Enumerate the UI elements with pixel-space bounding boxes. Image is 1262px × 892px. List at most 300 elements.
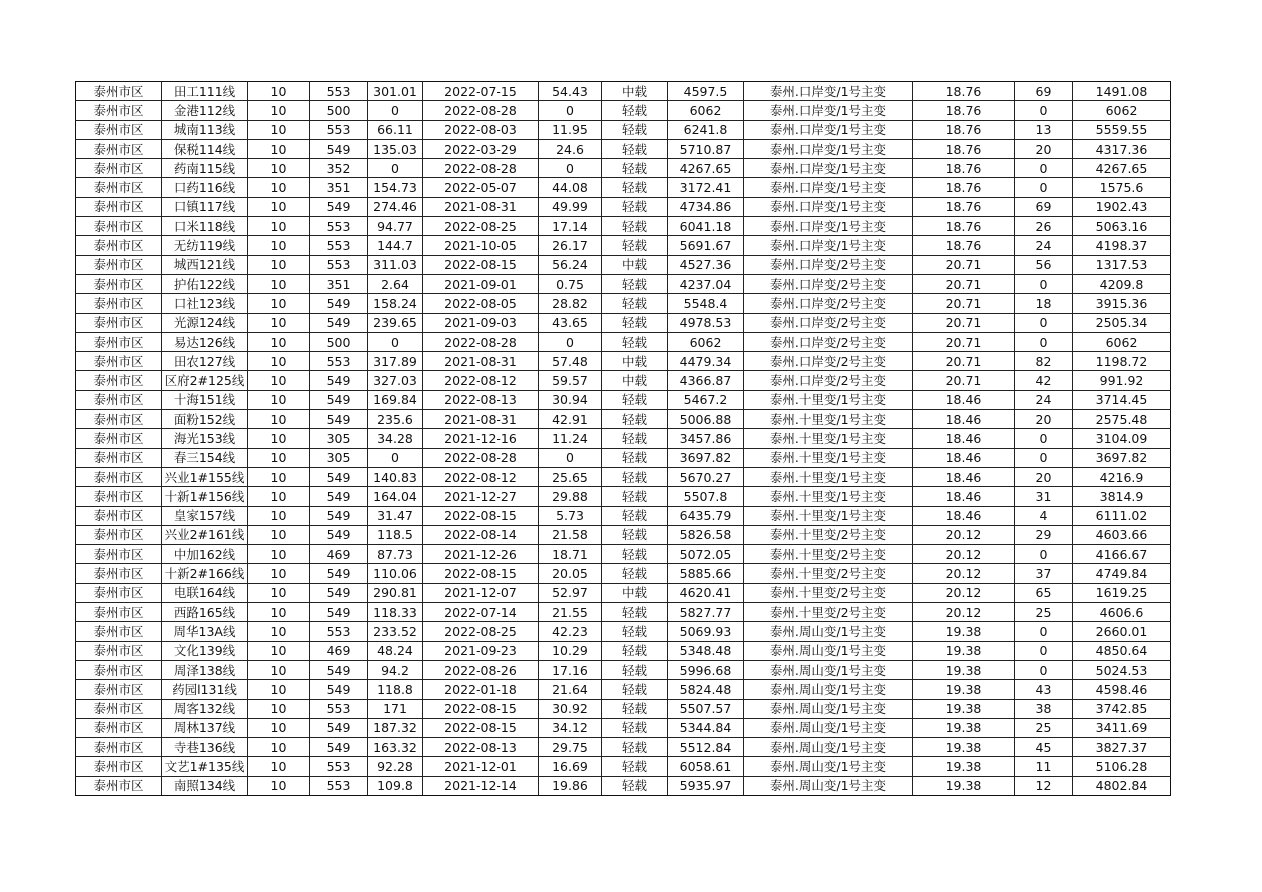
transformer-load-cell: 19.38: [913, 622, 1015, 641]
load-status-cell: 轻载: [602, 332, 668, 351]
date-cell: 2022-07-14: [423, 603, 539, 622]
voltage-cell: 10: [248, 776, 310, 795]
date-cell: 2022-08-25: [423, 217, 539, 236]
date-cell: 2022-08-28: [423, 101, 539, 120]
table-row: [76, 448, 1171, 467]
load-rate-cell: 59.57: [539, 371, 602, 390]
district-cell: 泰州市区: [76, 101, 162, 120]
remaining-capacity-cell: 6111.02: [1073, 506, 1171, 525]
table-row: [76, 197, 1171, 216]
max-load-cell: 327.03: [368, 371, 423, 390]
max-load-cell: 154.73: [368, 178, 423, 197]
remaining-capacity-cell: 2660.01: [1073, 622, 1171, 641]
available-capacity-cell: 3457.86: [668, 429, 744, 448]
date-cell: 2021-09-23: [423, 641, 539, 660]
remaining-capacity-cell: 4267.65: [1073, 159, 1171, 178]
table-row: [76, 294, 1171, 313]
capacity-cell: 549: [310, 294, 368, 313]
table-row: [76, 82, 1171, 101]
max-load-cell: 135.03: [368, 139, 423, 158]
available-capacity-cell: 5935.97: [668, 776, 744, 795]
load-status-cell: 轻载: [602, 660, 668, 679]
transformer-load-cell: 19.38: [913, 641, 1015, 660]
count-cell: 56: [1015, 255, 1073, 274]
transformer-load-cell: 19.38: [913, 699, 1015, 718]
max-load-cell: 118.8: [368, 680, 423, 699]
substation-cell: 泰州.十里变/2号主变: [744, 525, 913, 544]
available-capacity-cell: 4479.34: [668, 352, 744, 371]
capacity-cell: 553: [310, 217, 368, 236]
transformer-load-cell: 18.46: [913, 467, 1015, 486]
count-cell: 13: [1015, 120, 1073, 139]
table-row: [76, 757, 1171, 776]
table-row: [76, 274, 1171, 293]
date-cell: 2022-08-05: [423, 294, 539, 313]
available-capacity-cell: 4978.53: [668, 313, 744, 332]
date-cell: 2021-12-26: [423, 545, 539, 564]
voltage-cell: 10: [248, 390, 310, 409]
load-status-cell: 轻载: [602, 622, 668, 641]
capacity-cell: 549: [310, 564, 368, 583]
load-status-cell: 轻载: [602, 680, 668, 699]
capacity-cell: 553: [310, 82, 368, 101]
load-status-cell: 轻载: [602, 506, 668, 525]
load-rate-cell: 10.29: [539, 641, 602, 660]
max-load-cell: 235.6: [368, 410, 423, 429]
substation-cell: 泰州.口岸变/1号主变: [744, 82, 913, 101]
district-cell: 泰州市区: [76, 390, 162, 409]
available-capacity-cell: 5826.58: [668, 525, 744, 544]
count-cell: 38: [1015, 699, 1073, 718]
line-name-cell: 城西121线: [162, 255, 248, 274]
line-name-cell: 口药116线: [162, 178, 248, 197]
load-rate-cell: 30.94: [539, 390, 602, 409]
remaining-capacity-cell: 4603.66: [1073, 525, 1171, 544]
max-load-cell: 87.73: [368, 545, 423, 564]
voltage-cell: 10: [248, 101, 310, 120]
load-status-cell: 轻载: [602, 101, 668, 120]
load-status-cell: 轻载: [602, 236, 668, 255]
remaining-capacity-cell: 6062: [1073, 101, 1171, 120]
remaining-capacity-cell: 1575.6: [1073, 178, 1171, 197]
date-cell: 2022-08-12: [423, 371, 539, 390]
remaining-capacity-cell: 4317.36: [1073, 139, 1171, 158]
transformer-load-cell: 19.38: [913, 660, 1015, 679]
voltage-cell: 10: [248, 525, 310, 544]
table-row: [76, 622, 1171, 641]
load-rate-cell: 11.24: [539, 429, 602, 448]
max-load-cell: 66.11: [368, 120, 423, 139]
load-status-cell: 轻载: [602, 217, 668, 236]
line-name-cell: 面粉152线: [162, 410, 248, 429]
date-cell: 2022-08-25: [423, 622, 539, 641]
voltage-cell: 10: [248, 583, 310, 602]
substation-cell: 泰州.周山变/1号主变: [744, 699, 913, 718]
line-name-cell: 电联164线: [162, 583, 248, 602]
district-cell: 泰州市区: [76, 448, 162, 467]
line-name-cell: 田农127线: [162, 352, 248, 371]
load-status-cell: 中载: [602, 371, 668, 390]
line-name-cell: 兴业2#161线: [162, 525, 248, 544]
table-row: [76, 178, 1171, 197]
line-name-cell: 易达126线: [162, 332, 248, 351]
available-capacity-cell: 5507.57: [668, 699, 744, 718]
count-cell: 0: [1015, 545, 1073, 564]
substation-cell: 泰州.周山变/1号主变: [744, 776, 913, 795]
capacity-cell: 351: [310, 274, 368, 293]
remaining-capacity-cell: 1902.43: [1073, 197, 1171, 216]
voltage-cell: 10: [248, 197, 310, 216]
table-row: [76, 506, 1171, 525]
count-cell: 0: [1015, 159, 1073, 178]
voltage-cell: 10: [248, 332, 310, 351]
capacity-cell: 549: [310, 487, 368, 506]
date-cell: 2022-08-15: [423, 506, 539, 525]
load-status-cell: 轻载: [602, 776, 668, 795]
available-capacity-cell: 6062: [668, 332, 744, 351]
load-rate-cell: 16.69: [539, 757, 602, 776]
load-rate-cell: 21.58: [539, 525, 602, 544]
capacity-cell: 553: [310, 699, 368, 718]
capacity-cell: 549: [310, 139, 368, 158]
available-capacity-cell: 6435.79: [668, 506, 744, 525]
load-status-cell: 轻载: [602, 274, 668, 293]
district-cell: 泰州市区: [76, 313, 162, 332]
district-cell: 泰州市区: [76, 159, 162, 178]
date-cell: 2021-09-01: [423, 274, 539, 293]
transformer-load-cell: 20.71: [913, 274, 1015, 293]
transformer-load-cell: 18.76: [913, 101, 1015, 120]
date-cell: 2022-08-15: [423, 564, 539, 583]
transformer-load-cell: 19.38: [913, 776, 1015, 795]
line-name-cell: 周客132线: [162, 699, 248, 718]
load-rate-cell: 17.16: [539, 660, 602, 679]
voltage-cell: 10: [248, 448, 310, 467]
substation-cell: 泰州.周山变/1号主变: [744, 641, 913, 660]
max-load-cell: 274.46: [368, 197, 423, 216]
load-status-cell: 轻载: [602, 429, 668, 448]
date-cell: 2021-12-16: [423, 429, 539, 448]
count-cell: 26: [1015, 217, 1073, 236]
transformer-load-cell: 20.12: [913, 603, 1015, 622]
remaining-capacity-cell: 5106.28: [1073, 757, 1171, 776]
remaining-capacity-cell: 2505.34: [1073, 313, 1171, 332]
transformer-load-cell: 18.46: [913, 487, 1015, 506]
available-capacity-cell: 4237.04: [668, 274, 744, 293]
district-cell: 泰州市区: [76, 699, 162, 718]
load-rate-cell: 30.92: [539, 699, 602, 718]
date-cell: 2021-12-27: [423, 487, 539, 506]
line-name-cell: 保税114线: [162, 139, 248, 158]
max-load-cell: 109.8: [368, 776, 423, 795]
load-rate-cell: 49.99: [539, 197, 602, 216]
count-cell: 31: [1015, 487, 1073, 506]
load-rate-cell: 34.12: [539, 718, 602, 737]
max-load-cell: 164.04: [368, 487, 423, 506]
substation-cell: 泰州.十里变/1号主变: [744, 429, 913, 448]
available-capacity-cell: 4620.41: [668, 583, 744, 602]
remaining-capacity-cell: 1491.08: [1073, 82, 1171, 101]
max-load-cell: 0: [368, 159, 423, 178]
max-load-cell: 118.33: [368, 603, 423, 622]
load-status-cell: 轻载: [602, 120, 668, 139]
load-rate-cell: 20.05: [539, 564, 602, 583]
remaining-capacity-cell: 3827.37: [1073, 738, 1171, 757]
transformer-load-cell: 19.38: [913, 680, 1015, 699]
remaining-capacity-cell: 4198.37: [1073, 236, 1171, 255]
voltage-cell: 10: [248, 139, 310, 158]
line-name-cell: 春三154线: [162, 448, 248, 467]
line-name-cell: 兴业1#155线: [162, 467, 248, 486]
table-row: [76, 429, 1171, 448]
district-cell: 泰州市区: [76, 718, 162, 737]
transformer-load-cell: 18.76: [913, 217, 1015, 236]
remaining-capacity-cell: 4749.84: [1073, 564, 1171, 583]
capacity-cell: 549: [310, 525, 368, 544]
max-load-cell: 301.01: [368, 82, 423, 101]
date-cell: 2021-12-14: [423, 776, 539, 795]
transformer-load-cell: 20.12: [913, 564, 1015, 583]
load-rate-cell: 28.82: [539, 294, 602, 313]
district-cell: 泰州市区: [76, 776, 162, 795]
count-cell: 20: [1015, 410, 1073, 429]
available-capacity-cell: 4597.5: [668, 82, 744, 101]
load-status-cell: 轻载: [602, 738, 668, 757]
substation-cell: 泰州.口岸变/2号主变: [744, 352, 913, 371]
available-capacity-cell: 5344.84: [668, 718, 744, 737]
load-rate-cell: 0.75: [539, 274, 602, 293]
count-cell: 0: [1015, 332, 1073, 351]
transformer-load-cell: 18.46: [913, 506, 1015, 525]
count-cell: 12: [1015, 776, 1073, 795]
date-cell: 2021-08-31: [423, 410, 539, 429]
remaining-capacity-cell: 4606.6: [1073, 603, 1171, 622]
load-rate-cell: 52.97: [539, 583, 602, 602]
available-capacity-cell: 5512.84: [668, 738, 744, 757]
capacity-cell: 549: [310, 313, 368, 332]
table-row: [76, 332, 1171, 351]
transformer-load-cell: 19.38: [913, 757, 1015, 776]
district-cell: 泰州市区: [76, 178, 162, 197]
voltage-cell: 10: [248, 178, 310, 197]
remaining-capacity-cell: 3915.36: [1073, 294, 1171, 313]
district-cell: 泰州市区: [76, 757, 162, 776]
substation-cell: 泰州.口岸变/1号主变: [744, 217, 913, 236]
remaining-capacity-cell: 4850.64: [1073, 641, 1171, 660]
remaining-capacity-cell: 3714.45: [1073, 390, 1171, 409]
transformer-load-cell: 20.12: [913, 583, 1015, 602]
line-name-cell: 十海151线: [162, 390, 248, 409]
substation-cell: 泰州.口岸变/2号主变: [744, 294, 913, 313]
substation-cell: 泰州.周山变/1号主变: [744, 718, 913, 737]
voltage-cell: 10: [248, 217, 310, 236]
transformer-load-cell: 18.46: [913, 410, 1015, 429]
date-cell: 2021-08-31: [423, 197, 539, 216]
count-cell: 0: [1015, 622, 1073, 641]
district-cell: 泰州市区: [76, 274, 162, 293]
load-rate-cell: 0: [539, 159, 602, 178]
capacity-cell: 351: [310, 178, 368, 197]
district-cell: 泰州市区: [76, 680, 162, 699]
substation-cell: 泰州.周山变/1号主变: [744, 757, 913, 776]
capacity-cell: 553: [310, 622, 368, 641]
substation-cell: 泰州.口岸变/2号主变: [744, 332, 913, 351]
load-rate-cell: 42.91: [539, 410, 602, 429]
available-capacity-cell: 6062: [668, 101, 744, 120]
voltage-cell: 10: [248, 429, 310, 448]
count-cell: 69: [1015, 197, 1073, 216]
count-cell: 82: [1015, 352, 1073, 371]
count-cell: 20: [1015, 139, 1073, 158]
capacity-cell: 549: [310, 410, 368, 429]
load-status-cell: 轻载: [602, 467, 668, 486]
load-rate-cell: 5.73: [539, 506, 602, 525]
max-load-cell: 0: [368, 101, 423, 120]
available-capacity-cell: 5467.2: [668, 390, 744, 409]
remaining-capacity-cell: 991.92: [1073, 371, 1171, 390]
table-row: [76, 120, 1171, 139]
load-rate-cell: 11.95: [539, 120, 602, 139]
district-cell: 泰州市区: [76, 410, 162, 429]
voltage-cell: 10: [248, 603, 310, 622]
voltage-cell: 10: [248, 564, 310, 583]
date-cell: 2021-10-05: [423, 236, 539, 255]
table-row: [76, 738, 1171, 757]
table-row: [76, 680, 1171, 699]
max-load-cell: 169.84: [368, 390, 423, 409]
max-load-cell: 118.5: [368, 525, 423, 544]
count-cell: 37: [1015, 564, 1073, 583]
voltage-cell: 10: [248, 641, 310, 660]
voltage-cell: 10: [248, 82, 310, 101]
table-row: [76, 641, 1171, 660]
transformer-load-cell: 18.76: [913, 120, 1015, 139]
load-rate-cell: 17.14: [539, 217, 602, 236]
capacity-cell: 549: [310, 583, 368, 602]
line-name-cell: 口社123线: [162, 294, 248, 313]
table-row: [76, 467, 1171, 486]
max-load-cell: 0: [368, 332, 423, 351]
line-name-cell: 区府2#125线: [162, 371, 248, 390]
available-capacity-cell: 5069.93: [668, 622, 744, 641]
voltage-cell: 10: [248, 738, 310, 757]
substation-cell: 泰州.周山变/1号主变: [744, 622, 913, 641]
line-name-cell: 无纺119线: [162, 236, 248, 255]
load-status-cell: 轻载: [602, 641, 668, 660]
line-name-cell: 田工111线: [162, 82, 248, 101]
date-cell: 2022-08-28: [423, 332, 539, 351]
district-cell: 泰州市区: [76, 525, 162, 544]
date-cell: 2021-12-07: [423, 583, 539, 602]
district-cell: 泰州市区: [76, 603, 162, 622]
voltage-cell: 10: [248, 487, 310, 506]
transformer-load-cell: 19.38: [913, 738, 1015, 757]
substation-cell: 泰州.周山变/1号主变: [744, 738, 913, 757]
table-row: [76, 217, 1171, 236]
max-load-cell: 239.65: [368, 313, 423, 332]
load-status-cell: 轻载: [602, 139, 668, 158]
date-cell: 2022-08-03: [423, 120, 539, 139]
count-cell: 0: [1015, 313, 1073, 332]
count-cell: 29: [1015, 525, 1073, 544]
table-row: [76, 390, 1171, 409]
table-row: [76, 371, 1171, 390]
load-status-cell: 轻载: [602, 410, 668, 429]
available-capacity-cell: 5885.66: [668, 564, 744, 583]
substation-cell: 泰州.口岸变/2号主变: [744, 313, 913, 332]
date-cell: 2022-08-13: [423, 390, 539, 409]
line-name-cell: 城南113线: [162, 120, 248, 139]
capacity-cell: 305: [310, 429, 368, 448]
district-cell: 泰州市区: [76, 332, 162, 351]
line-name-cell: 周泽138线: [162, 660, 248, 679]
remaining-capacity-cell: 3411.69: [1073, 718, 1171, 737]
capacity-cell: 549: [310, 680, 368, 699]
count-cell: 43: [1015, 680, 1073, 699]
table-row: [76, 525, 1171, 544]
load-rate-cell: 29.88: [539, 487, 602, 506]
remaining-capacity-cell: 3697.82: [1073, 448, 1171, 467]
substation-cell: 泰州.口岸变/2号主变: [744, 274, 913, 293]
line-name-cell: 西路165线: [162, 603, 248, 622]
voltage-cell: 10: [248, 159, 310, 178]
district-cell: 泰州市区: [76, 506, 162, 525]
load-rate-cell: 44.08: [539, 178, 602, 197]
load-status-cell: 轻载: [602, 390, 668, 409]
load-rate-cell: 25.65: [539, 467, 602, 486]
transformer-load-cell: 18.46: [913, 429, 1015, 448]
max-load-cell: 2.64: [368, 274, 423, 293]
capacity-cell: 305: [310, 448, 368, 467]
transformer-load-cell: 18.76: [913, 197, 1015, 216]
max-load-cell: 31.47: [368, 506, 423, 525]
voltage-cell: 10: [248, 313, 310, 332]
transformer-load-cell: 18.46: [913, 390, 1015, 409]
count-cell: 0: [1015, 101, 1073, 120]
line-name-cell: 皇家157线: [162, 506, 248, 525]
max-load-cell: 158.24: [368, 294, 423, 313]
voltage-cell: 10: [248, 718, 310, 737]
available-capacity-cell: 4267.65: [668, 159, 744, 178]
capacity-cell: 549: [310, 197, 368, 216]
remaining-capacity-cell: 5063.16: [1073, 217, 1171, 236]
max-load-cell: 110.06: [368, 564, 423, 583]
line-name-cell: 金港112线: [162, 101, 248, 120]
substation-cell: 泰州.十里变/2号主变: [744, 583, 913, 602]
date-cell: 2021-12-01: [423, 757, 539, 776]
capacity-cell: 553: [310, 255, 368, 274]
line-name-cell: 护佑122线: [162, 274, 248, 293]
available-capacity-cell: 5348.48: [668, 641, 744, 660]
load-status-cell: 中载: [602, 352, 668, 371]
substation-cell: 泰州.口岸变/2号主变: [744, 255, 913, 274]
load-rate-cell: 26.17: [539, 236, 602, 255]
voltage-cell: 10: [248, 274, 310, 293]
table-row: [76, 101, 1171, 120]
load-status-cell: 轻载: [602, 313, 668, 332]
line-name-cell: 中加162线: [162, 545, 248, 564]
available-capacity-cell: 5996.68: [668, 660, 744, 679]
load-status-cell: 轻载: [602, 757, 668, 776]
capacity-cell: 553: [310, 236, 368, 255]
remaining-capacity-cell: 1198.72: [1073, 352, 1171, 371]
table-row: [76, 545, 1171, 564]
voltage-cell: 10: [248, 236, 310, 255]
date-cell: 2022-08-26: [423, 660, 539, 679]
district-cell: 泰州市区: [76, 583, 162, 602]
load-status-cell: 轻载: [602, 294, 668, 313]
transformer-load-cell: 20.71: [913, 332, 1015, 351]
